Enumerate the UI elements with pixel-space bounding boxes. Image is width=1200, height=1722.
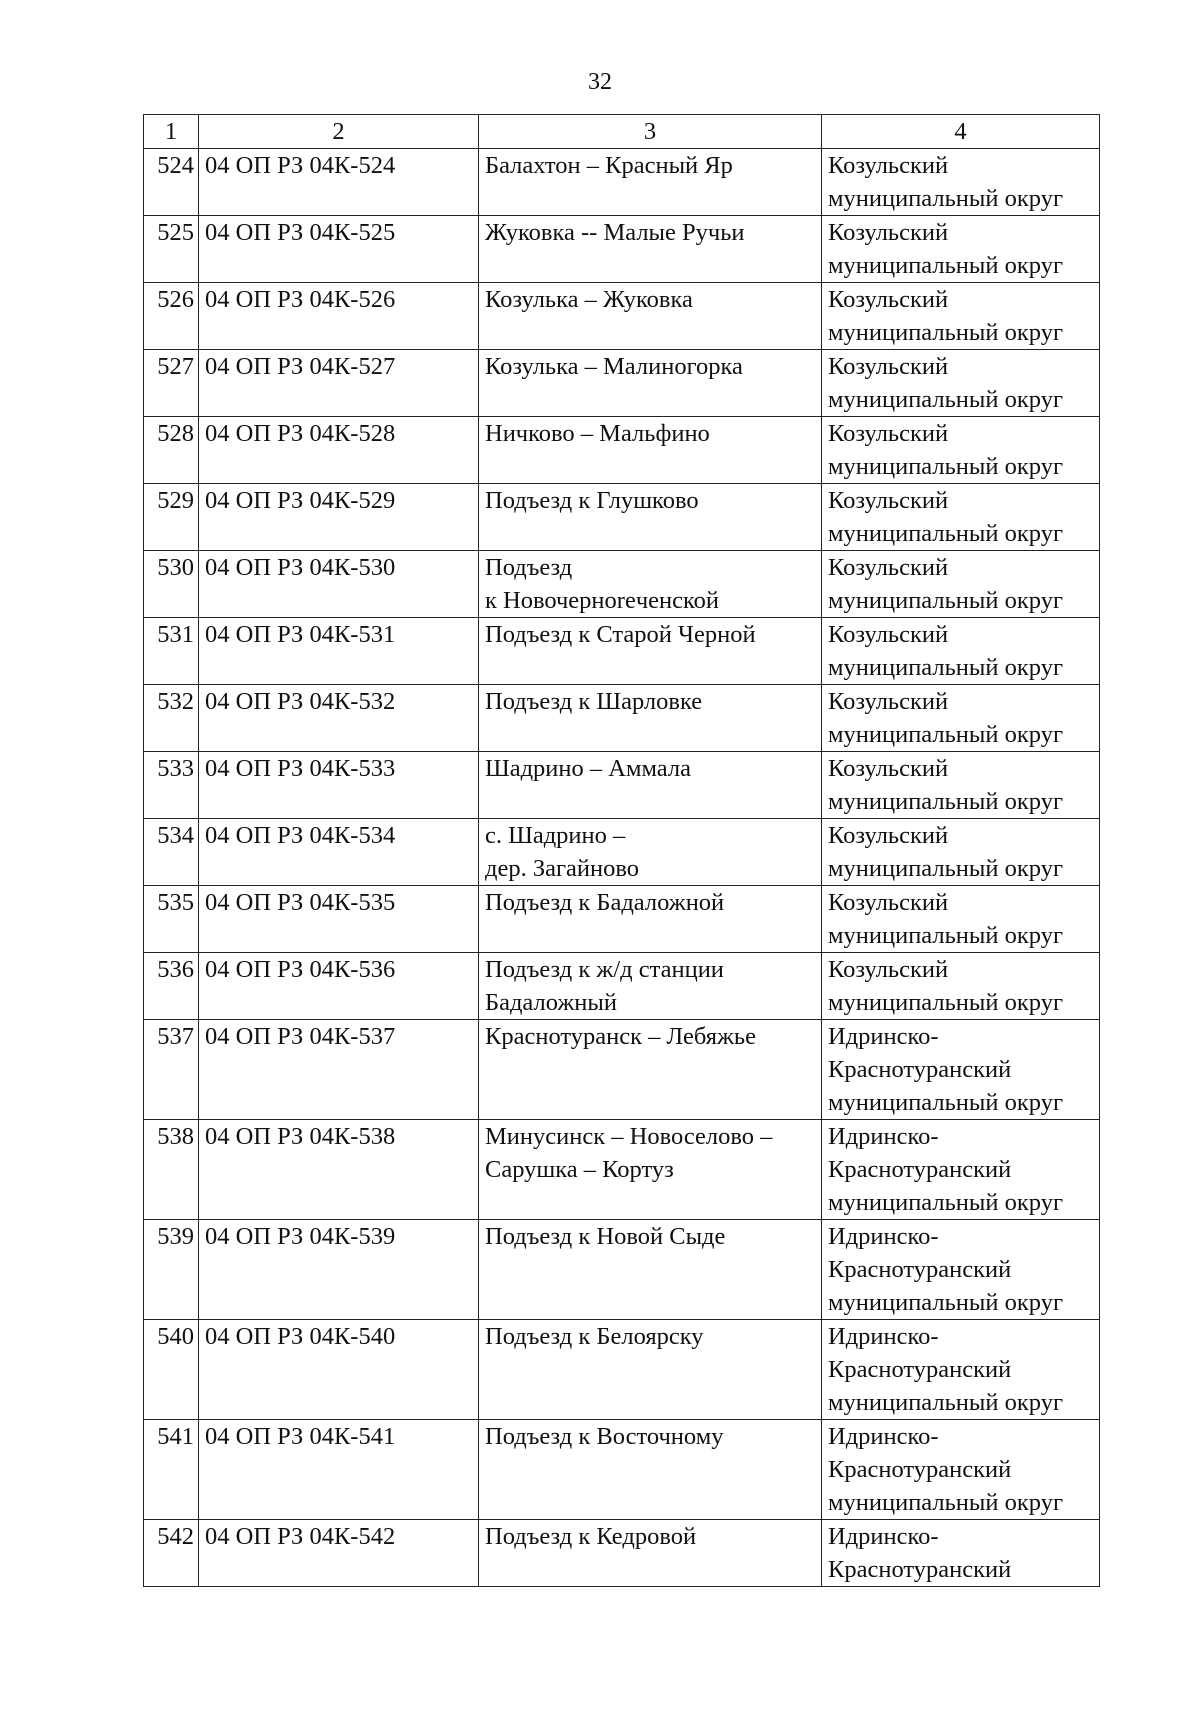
district-line: Краснотуранский bbox=[828, 1056, 1012, 1083]
road-name bbox=[479, 886, 822, 953]
table-row bbox=[144, 551, 1100, 618]
district-line: Идринско- bbox=[828, 1423, 939, 1450]
row-number: 530 bbox=[144, 551, 199, 618]
road-name bbox=[479, 283, 822, 350]
table-row bbox=[144, 1220, 1100, 1320]
district-line: муниципальный округ bbox=[828, 855, 1063, 882]
district-line: Козульский bbox=[828, 822, 949, 849]
road-name-line: Сарушка – Кортуз bbox=[485, 1156, 674, 1183]
road-code: 04 ОП РЗ 04К-534 bbox=[199, 819, 479, 886]
table-row bbox=[144, 149, 1100, 216]
road-name-line: Подъезд к Шарловке bbox=[485, 688, 703, 715]
table-row bbox=[144, 216, 1100, 283]
road-name bbox=[479, 685, 822, 752]
header-col-4: 4 bbox=[822, 115, 1100, 149]
district-line: Козульский bbox=[828, 487, 949, 514]
district-line: муниципальный округ bbox=[828, 453, 1063, 480]
road-name-line: Подъезд к Белоярску bbox=[485, 1323, 704, 1350]
row-number: 526 bbox=[144, 283, 199, 350]
road-name bbox=[479, 350, 822, 417]
table-row bbox=[144, 618, 1100, 685]
district-line: муниципальный округ bbox=[828, 989, 1063, 1016]
road-code: 04 ОП РЗ 04К-531 bbox=[199, 618, 479, 685]
district-line: Идринско- bbox=[828, 1023, 939, 1050]
district-line: муниципальный округ bbox=[828, 319, 1063, 346]
district-line: муниципальный округ bbox=[828, 922, 1063, 949]
row-number: 537 bbox=[144, 1020, 199, 1120]
header-col-2: 2 bbox=[199, 115, 479, 149]
row-number: 542 bbox=[144, 1520, 199, 1587]
road-name-line: Ничково – Мальфино bbox=[485, 420, 710, 447]
table-row bbox=[144, 1320, 1100, 1420]
road-code: 04 ОП РЗ 04К-537 bbox=[199, 1020, 479, 1120]
district-line: Козульский bbox=[828, 353, 949, 380]
row-number: 536 bbox=[144, 953, 199, 1020]
district-line: Идринско- bbox=[828, 1223, 939, 1250]
district bbox=[822, 1520, 1100, 1587]
district-line: Краснотуранский bbox=[828, 1256, 1012, 1283]
district bbox=[822, 1320, 1100, 1420]
table-row bbox=[144, 1120, 1100, 1220]
road-name-line: дер. Загайново bbox=[485, 855, 640, 882]
road-code: 04 ОП РЗ 04К-539 bbox=[199, 1220, 479, 1320]
district-line: муниципальный округ bbox=[828, 788, 1063, 815]
table-row bbox=[144, 685, 1100, 752]
district-line: Козульский bbox=[828, 554, 949, 581]
header-col-1: 1 bbox=[144, 115, 199, 149]
district-line: Краснотуранский bbox=[828, 1456, 1012, 1483]
table-row bbox=[144, 283, 1100, 350]
road-code: 04 ОП РЗ 04К-538 bbox=[199, 1120, 479, 1220]
page-number: 32 bbox=[588, 69, 612, 95]
district-line: муниципальный округ bbox=[828, 1389, 1063, 1416]
district bbox=[822, 484, 1100, 551]
district-line: муниципальный округ bbox=[828, 587, 1063, 614]
district bbox=[822, 1420, 1100, 1520]
row-number: 532 bbox=[144, 685, 199, 752]
road-name-line: Подъезд к Восточному bbox=[485, 1423, 724, 1450]
table-row bbox=[144, 484, 1100, 551]
district-line: Козульский bbox=[828, 152, 949, 179]
district-line: муниципальный округ bbox=[828, 1089, 1063, 1116]
table-row bbox=[144, 752, 1100, 819]
district bbox=[822, 886, 1100, 953]
road-name-line: Шадрино – Аммала bbox=[485, 755, 692, 782]
district-line: муниципальный округ bbox=[828, 1489, 1063, 1516]
district bbox=[822, 953, 1100, 1020]
road-name-line: Подъезд к Старой Черной bbox=[485, 621, 756, 648]
district-line: Козульский bbox=[828, 219, 949, 246]
road-name bbox=[479, 484, 822, 551]
row-number: 533 bbox=[144, 752, 199, 819]
district-line: Краснотуранский bbox=[828, 1556, 1012, 1583]
road-name bbox=[479, 1220, 822, 1320]
table-row bbox=[144, 819, 1100, 886]
row-number: 528 bbox=[144, 417, 199, 484]
row-number: 538 bbox=[144, 1120, 199, 1220]
district-line: муниципальный округ bbox=[828, 1289, 1063, 1316]
table-row bbox=[144, 1020, 1100, 1120]
row-number: 524 bbox=[144, 149, 199, 216]
road-name-line: Подъезд к Глушково bbox=[485, 487, 699, 514]
district-line: Идринско- bbox=[828, 1323, 939, 1350]
road-name-line: Козулька – Жуковка bbox=[485, 286, 693, 313]
road-code: 04 ОП РЗ 04К-524 bbox=[199, 149, 479, 216]
table-row bbox=[144, 953, 1100, 1020]
district bbox=[822, 350, 1100, 417]
road-name bbox=[479, 417, 822, 484]
road-code: 04 ОП РЗ 04К-533 bbox=[199, 752, 479, 819]
road-name bbox=[479, 149, 822, 216]
district-line: муниципальный округ bbox=[828, 185, 1063, 212]
district-line: муниципальный округ bbox=[828, 654, 1063, 681]
table-row bbox=[144, 1420, 1100, 1520]
district-line: муниципальный округ bbox=[828, 252, 1063, 279]
row-number: 539 bbox=[144, 1220, 199, 1320]
road-name bbox=[479, 1520, 822, 1587]
road-name bbox=[479, 1320, 822, 1420]
road-code: 04 ОП РЗ 04К-542 bbox=[199, 1520, 479, 1587]
row-number: 534 bbox=[144, 819, 199, 886]
district-line: Козульский bbox=[828, 621, 949, 648]
row-number: 525 bbox=[144, 216, 199, 283]
district-line: Краснотуранский bbox=[828, 1156, 1012, 1183]
district-line: Краснотуранский bbox=[828, 1356, 1012, 1383]
road-name bbox=[479, 1420, 822, 1520]
road-name-line: Бадаложный bbox=[485, 989, 617, 1016]
road-name-line: Подъезд к ж/д станции bbox=[485, 956, 724, 983]
district-line: Козульский bbox=[828, 956, 949, 983]
district bbox=[822, 551, 1100, 618]
district bbox=[822, 752, 1100, 819]
district-line: муниципальный округ bbox=[828, 1189, 1063, 1216]
road-code: 04 ОП РЗ 04К-532 bbox=[199, 685, 479, 752]
road-name-line: Подъезд к Кедровой bbox=[485, 1523, 697, 1550]
row-number: 531 bbox=[144, 618, 199, 685]
row-number: 527 bbox=[144, 350, 199, 417]
district-line: Козульский bbox=[828, 688, 949, 715]
road-code: 04 ОП РЗ 04К-530 bbox=[199, 551, 479, 618]
header-col-3: 3 bbox=[479, 115, 822, 149]
road-code: 04 ОП РЗ 04К-541 bbox=[199, 1420, 479, 1520]
row-number: 535 bbox=[144, 886, 199, 953]
row-number: 541 bbox=[144, 1420, 199, 1520]
district bbox=[822, 216, 1100, 283]
header-row bbox=[144, 115, 1100, 149]
road-code: 04 ОП РЗ 04К-527 bbox=[199, 350, 479, 417]
district-line: Козульский bbox=[828, 420, 949, 447]
district-line: Идринско- bbox=[828, 1523, 939, 1550]
table-row bbox=[144, 417, 1100, 484]
road-name bbox=[479, 618, 822, 685]
road-name bbox=[479, 1120, 822, 1220]
road-code: 04 ОП РЗ 04К-535 bbox=[199, 886, 479, 953]
row-number: 529 bbox=[144, 484, 199, 551]
road-name-line: Балахтон – Красный Яр bbox=[485, 152, 733, 179]
district-line: муниципальный округ bbox=[828, 520, 1063, 547]
district bbox=[822, 685, 1100, 752]
road-code: 04 ОП РЗ 04К-528 bbox=[199, 417, 479, 484]
table-body bbox=[144, 149, 1100, 1587]
road-name-line: Козулька – Малиногорка bbox=[485, 353, 743, 380]
table-row bbox=[144, 886, 1100, 953]
road-name-line: Подъезд bbox=[485, 554, 573, 581]
road-code: 04 ОП РЗ 04К-540 bbox=[199, 1320, 479, 1420]
road-code: 04 ОП РЗ 04К-536 bbox=[199, 953, 479, 1020]
road-name-line: к Новочерноreченской bbox=[485, 587, 720, 614]
district bbox=[822, 1220, 1100, 1320]
district bbox=[822, 618, 1100, 685]
road-code: 04 ОП РЗ 04К-525 bbox=[199, 216, 479, 283]
district-line: муниципальный округ bbox=[828, 386, 1063, 413]
row-number: 540 bbox=[144, 1320, 199, 1420]
road-name-line: Жуковка -- Малые Ручьи bbox=[485, 219, 745, 246]
district bbox=[822, 417, 1100, 484]
road-name bbox=[479, 1020, 822, 1120]
roads-table bbox=[143, 114, 1100, 1587]
district bbox=[822, 1120, 1100, 1220]
district bbox=[822, 283, 1100, 350]
road-name bbox=[479, 216, 822, 283]
road-name-line: Минусинск – Новоселово – bbox=[485, 1123, 773, 1150]
district-line: Козульский bbox=[828, 889, 949, 916]
road-name-line: Подъезд к Новой Сыде bbox=[485, 1223, 726, 1250]
road-code: 04 ОП РЗ 04К-526 bbox=[199, 283, 479, 350]
road-name-line: с. Шадрино – bbox=[485, 822, 626, 849]
district bbox=[822, 1020, 1100, 1120]
road-name-line: Подъезд к Бадаложной bbox=[485, 889, 725, 916]
road-name bbox=[479, 819, 822, 886]
road-name-line: Краснотуранск – Лебяжье bbox=[485, 1023, 756, 1050]
road-code: 04 ОП РЗ 04К-529 bbox=[199, 484, 479, 551]
table-row bbox=[144, 1520, 1100, 1587]
road-name bbox=[479, 953, 822, 1020]
district-line: Козульский bbox=[828, 755, 949, 782]
district bbox=[822, 819, 1100, 886]
table-row bbox=[144, 350, 1100, 417]
district-line: Идринско- bbox=[828, 1123, 939, 1150]
district-line: Козульский bbox=[828, 286, 949, 313]
district-line: муниципальный округ bbox=[828, 721, 1063, 748]
district bbox=[822, 149, 1100, 216]
road-name bbox=[479, 752, 822, 819]
road-name bbox=[479, 551, 822, 618]
table-header bbox=[144, 115, 1100, 149]
